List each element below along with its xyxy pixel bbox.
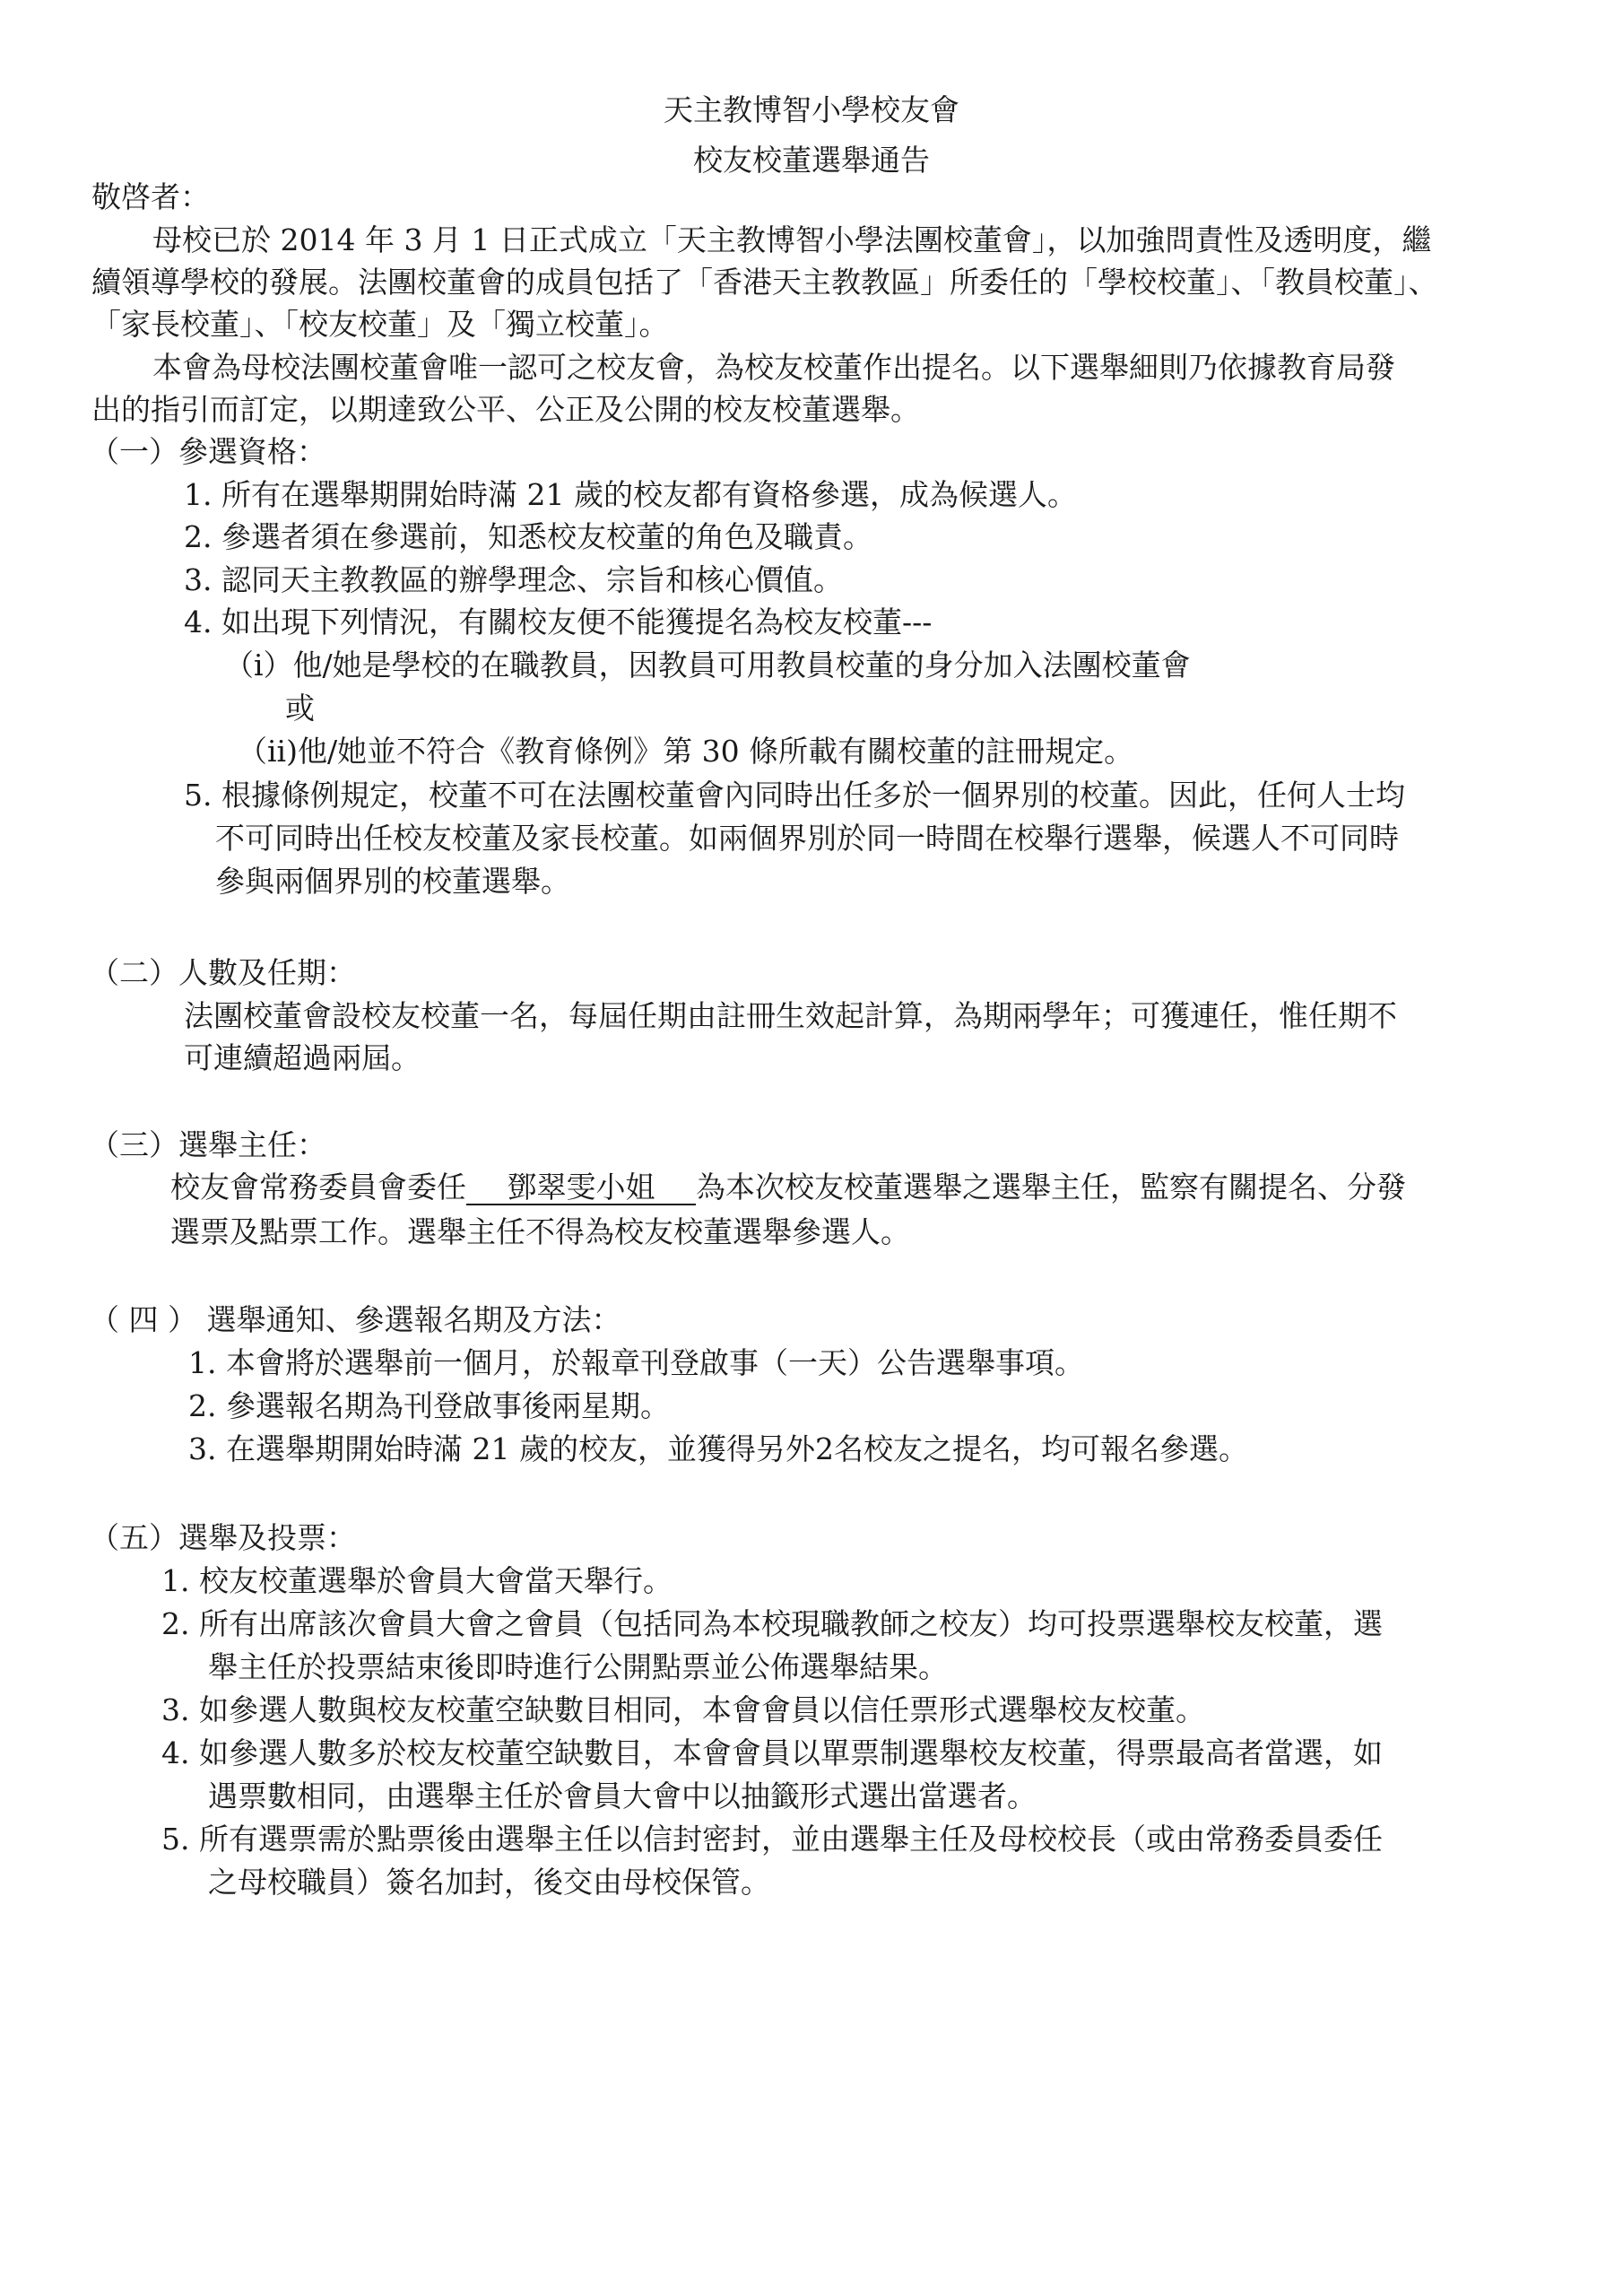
section-1-item-5-line1: 5. 根據條例規定，校董不可在法團校董會內同時出任多於一個界別的校董。因此，任何人士均 — [184, 778, 1405, 813]
election-officer-name: 鄧翠雯小姐 — [466, 1172, 696, 1205]
section-1-item-5-line2: 不可同時出任校友校董及家長校董。如兩個界別於同一時間在校舉行選舉，候選人不可同時 — [215, 821, 1399, 856]
section-5-item-5-line2: 之母校職員）簽名加封，後交由母校保管。 — [208, 1865, 770, 1900]
section-3-line1 — [170, 1172, 1406, 1205]
section-2-heading: （二）人數及任期： — [90, 955, 356, 990]
section-3-line1-pre: 校友會常務委員會委任 — [170, 1170, 466, 1205]
section-5-item-3: 3. 如參選人數與校友校董空缺數目相同，本會會員以信任票形式選舉校友校董。 — [161, 1692, 1205, 1727]
section-4-item-2: 2. 參選報名期為刊登啟事後兩星期。 — [188, 1388, 670, 1423]
section-4-heading: （ 四 ） 選舉通知、參選報名期及方法： — [90, 1302, 621, 1337]
section-3-line1-post: 為本次校友校董選舉之選舉主任，監察有關提名、分發 — [696, 1170, 1406, 1205]
section-5-item-1: 1. 校友校董選舉於會員大會當天舉行。 — [161, 1563, 673, 1598]
intro-p2-line2: 出的指引而訂定，以期達致公平、公正及公開的校友校董選舉。 — [91, 392, 920, 427]
section-4-item-3: 3. 在選舉期開始時滿 21 歲的校友，並獲得另外2名校友之提名，均可報名參選。 — [188, 1431, 1248, 1466]
section-1-item-4-ii: （ii)他/她並不符合《教育條例》第 30 條所載有關校董的註冊規定。 — [238, 734, 1134, 769]
intro-p1-line2: 續領導學校的發展。法團校董會的成員包括了「香港天主教教區」所委任的「學校校董」、「教員校董」、 — [91, 265, 1438, 300]
section-2-body-line2: 可連續超過兩屆。 — [184, 1040, 421, 1075]
section-3-line2: 選票及點票工作。選舉主任不得為校友校董選舉參選人。 — [170, 1214, 910, 1249]
salutation: 敬啓者： — [91, 179, 210, 214]
section-5-item-4-line2: 遇票數相同，由選舉主任於會員大會中以抽籤形式選出當選者。 — [208, 1779, 1037, 1813]
section-1-item-5-line3: 參與兩個界別的校董選舉。 — [215, 864, 570, 899]
section-5-item-2-line1: 2. 所有出席該次會員大會之會員（包括同為本校現職教師之校友）均可投票選舉校友校董，選 — [161, 1606, 1383, 1641]
section-1-item-3: 3. 認同天主教教區的辦學理念、宗旨和核心價值。 — [184, 562, 843, 597]
org-title: 天主教博智小學校友會 — [664, 92, 959, 127]
section-1-item-1: 1. 所有在選舉期開始時滿 21 歲的校友都有資格參選，成為候選人。 — [184, 477, 1077, 512]
section-3-heading: （三）選舉主任： — [90, 1127, 326, 1162]
section-1-item-4-or: 或 — [285, 691, 315, 726]
section-1-heading: （一）參選資格： — [90, 434, 326, 469]
section-2-body-line1: 法團校董會設校友校董一名，每屆任期由註冊生效起計算，為期兩學年；可獲連任，惟任期不 — [184, 998, 1397, 1033]
section-5-item-2-line2: 舉主任於投票結束後即時進行公開點票並公佈選舉結果。 — [208, 1649, 948, 1684]
intro-p1-line3: 「家長校董」、「校友校董」及「獨立校董」。 — [91, 307, 669, 342]
intro-p2-line1: 本會為母校法團校董會唯一認可之校友會，為校友校董作出提名。以下選舉細則乃依據教育局發 — [152, 350, 1395, 385]
section-5-item-4-line1: 4. 如參選人數多於校友校董空缺數目，本會會員以單票制選舉校友校董，得票最高者當選，如 — [161, 1735, 1383, 1770]
section-5-item-5-line1: 5. 所有選票需於點票後由選舉主任以信封密封，並由選舉主任及母校校長（或由常務委員委任 — [161, 1822, 1383, 1857]
section-4-item-1: 1. 本會將於選舉前一個月，於報章刊登啟事（一天）公告選舉事項。 — [188, 1345, 1084, 1380]
section-5-heading: （五）選舉及投票： — [90, 1520, 356, 1555]
section-1-item-2: 2. 參選者須在參選前，知悉校友校董的角色及職責。 — [184, 519, 872, 554]
section-1-item-4-i: （i）他/她是學校的在職教員，因教員可用教員校董的身分加入法團校董會 — [224, 648, 1191, 683]
intro-p1-line1: 母校已於 2014 年 3 月 1 日正式成立「天主教博智小學法團校董會」，以加強問責性及透明度，繼 — [152, 222, 1432, 257]
notice-title: 校友校董選舉通告 — [693, 143, 930, 178]
section-1-item-4: 4. 如出現下列情況，有關校友便不能獲提名為校友校董--- — [184, 604, 933, 639]
